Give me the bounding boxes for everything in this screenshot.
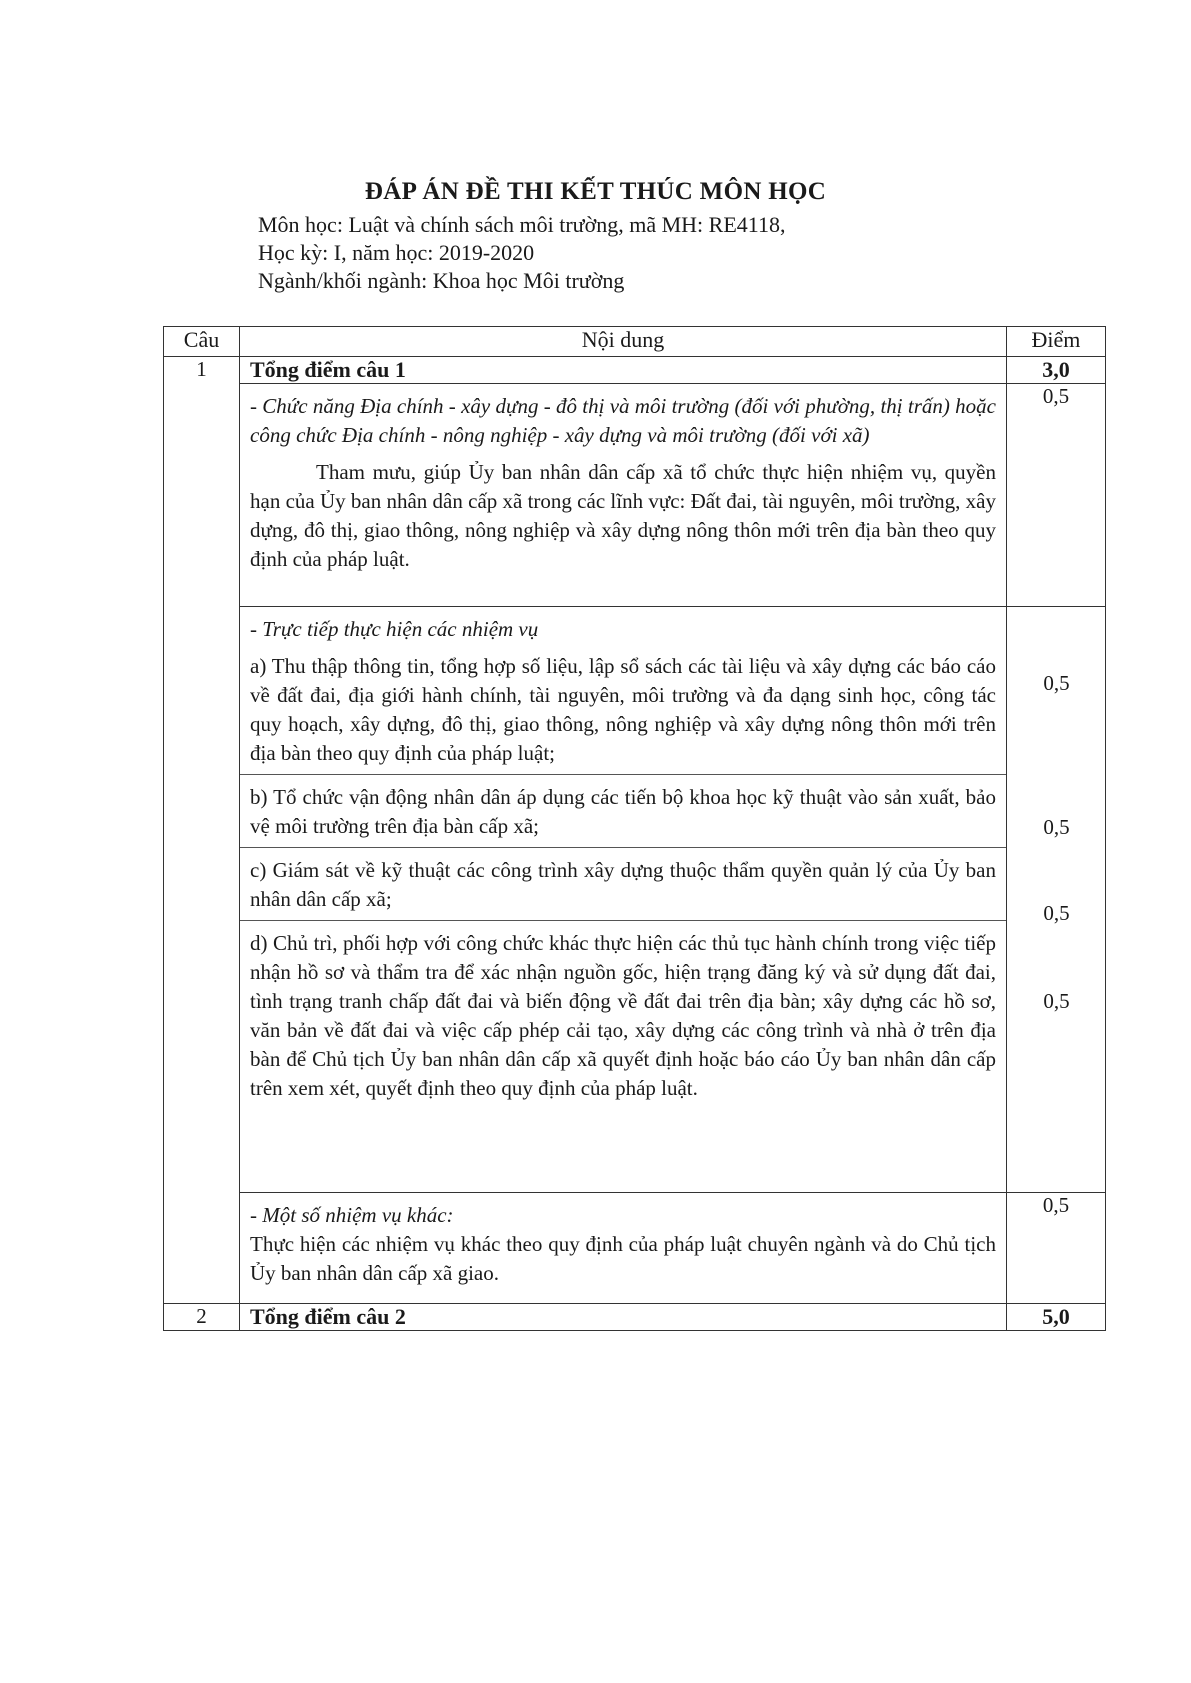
table-header-row (164, 327, 1106, 357)
q1-block2-row (164, 607, 1106, 1193)
divider (240, 920, 1006, 921)
block2-item-c: c) Giám sát về kỹ thuật các công trình xây dựng thuộc thẩm quyền quản lý của Ủy ban nhân dân cấp xã; (250, 858, 996, 911)
q1-total-label: Tổng điểm câu 1 (240, 357, 1007, 384)
divider (240, 847, 1006, 848)
item-a-score: 0,5 (1043, 671, 1070, 695)
subject-line: Môn học: Luật và chính sách môi trường, mã MH: RE4118, (258, 212, 786, 237)
q1-number: 1 (164, 357, 240, 1304)
block3-heading: - Một số nhiệm vụ khác: (250, 1203, 454, 1227)
major-line: Ngành/khối ngành: Khoa học Môi trường (258, 268, 625, 293)
q2-total-label: Tổng điểm câu 2 (240, 1304, 1007, 1331)
q2-total-score: 5,0 (1007, 1304, 1106, 1331)
header-content: Nội dung (240, 327, 1007, 357)
block1-heading: - Chức năng Địa chính - xây dựng - đô thị và môi trường (đối với phường, thị trấn) hoặc công chức Địa chính - nông nghiệp - xây dựng và môi trường (đối với xã) (250, 394, 996, 447)
block2-item-a: a) Thu thập thông tin, tổng hợp số liệu, lập sổ sách các tài liệu và xây dựng các báo cáo về đất đai, địa giới hành chính, tài nguyên, môi trường và đa dạng sinh học, công tác quy hoạch, xây dựng, đô thị, giao thông, nông nghiệp và xây dựng nông thôn mới trên địa bàn theo quy định của pháp luật; (250, 654, 996, 765)
item-d-score: 0,5 (1043, 989, 1070, 1013)
block1-score: 0,5 (1007, 384, 1106, 607)
item-c-score: 0,5 (1043, 901, 1070, 925)
block3-score: 0,5 (1007, 1193, 1106, 1304)
q1-block3-row (164, 1193, 1106, 1304)
q2-total-row (164, 1304, 1106, 1331)
block2-item-d: d) Chủ trì, phối hợp với công chức khác thực hiện các thủ tục hành chính trong việc tiếp nhận hồ sơ và thẩm tra để xác nhận nguồn gốc, hiện trạng đăng ký và sử dụng đất đai, tình trạng tranh chấp đất đai và biến động về đất đai trên địa bàn; xây dựng các hồ sơ, văn bản về đất đai và việc cấp phép cải tạo, xây dựng các công trình và nhà ở trên địa bàn để Chủ tịch Ủy ban nhân dân cấp xã quyết định hoặc báo cáo Ủy ban nhân dân cấp trên xem xét, quyết định theo quy định của pháp luật. (250, 931, 996, 1100)
block1-body: Tham mưu, giúp Ủy ban nhân dân cấp xã tổ chức thực hiện nhiệm vụ, quyền hạn của Ủy ban nhân dân cấp xã trong các lĩnh vực: Đất đai, tài nguyên, môi trường, xây dựng, đô thị, giao thông, nông nghiệp và xây dựng nông thôn mới trên địa bàn theo quy định của pháp luật. (250, 460, 996, 571)
answer-table (163, 326, 1106, 1331)
block2-item-b: b) Tổ chức vận động nhân dân áp dụng các tiến bộ khoa học kỹ thuật vào sản xuất, bảo vệ môi trường trên địa bàn cấp xã; (250, 785, 996, 838)
block2-score-cell (1007, 607, 1106, 1193)
divider (240, 774, 1006, 775)
block2-heading: - Trực tiếp thực hiện các nhiệm vụ (250, 617, 539, 641)
header-score: Điểm (1007, 327, 1106, 357)
block3-body: Thực hiện các nhiệm vụ khác theo quy định của pháp luật chuyên ngành và do Chủ tịch Ủy ban nhân dân cấp xã giao. (250, 1232, 996, 1285)
header-question: Câu (164, 327, 240, 357)
q1-total-score: 3,0 (1007, 357, 1106, 384)
q1-block1-row (164, 384, 1106, 607)
q2-number: 2 (164, 1304, 240, 1331)
semester-line: Học kỳ: I, năm học: 2019-2020 (258, 240, 535, 265)
item-b-score: 0,5 (1043, 815, 1070, 839)
document-title: ĐÁP ÁN ĐỀ THI KẾT THÚC MÔN HỌC (364, 178, 827, 205)
q1-total-row (164, 357, 1106, 384)
